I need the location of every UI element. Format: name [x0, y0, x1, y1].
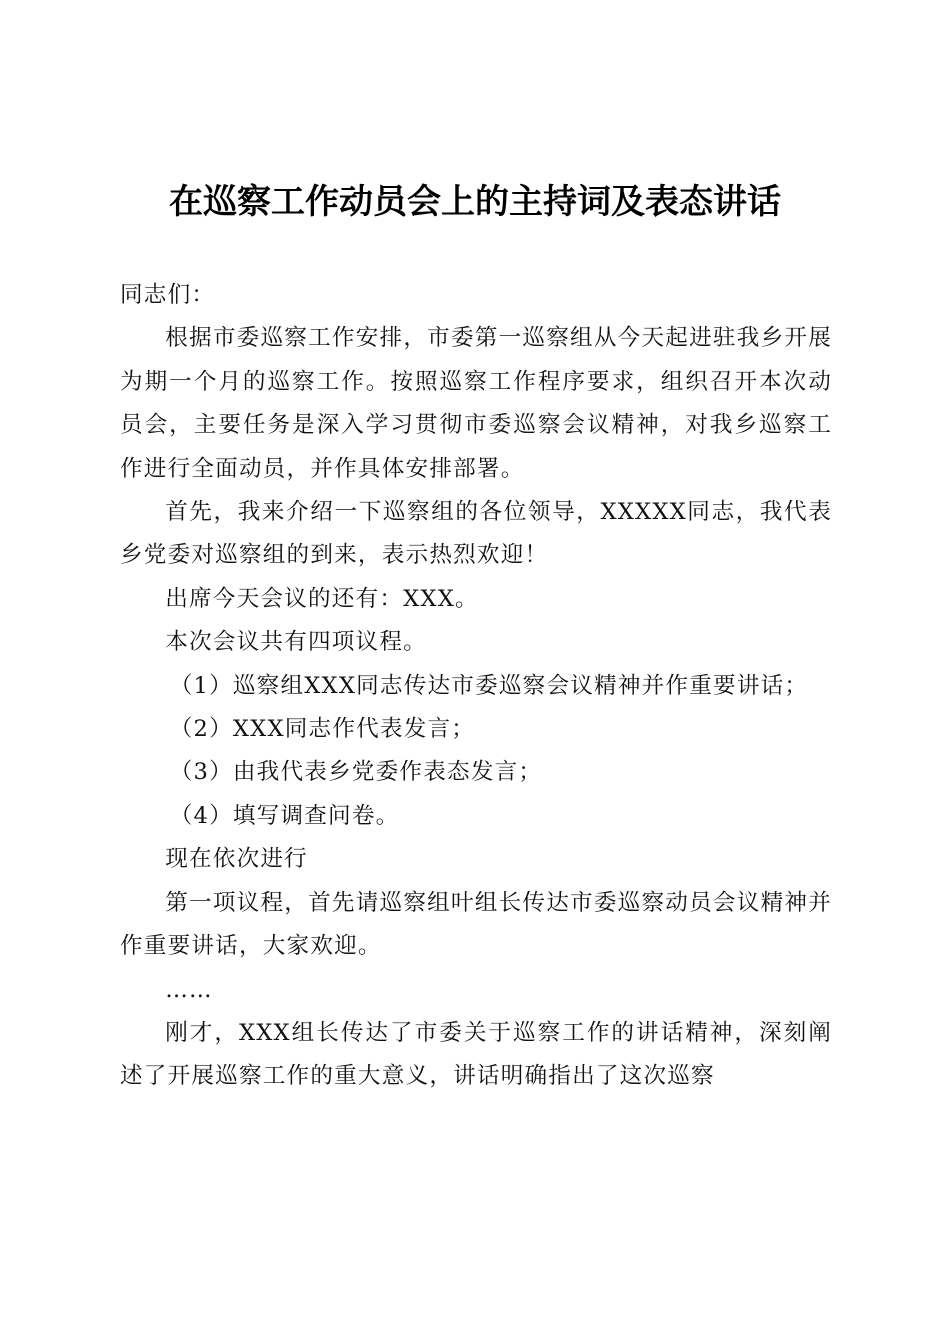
paragraph-welcome: 首先，我来介绍一下巡察组的各位领导，XXXXX同志，我代表乡党委对巡察组的到来，表示热烈欢迎！	[120, 499, 832, 569]
salutation: 同志们：	[120, 282, 216, 308]
agenda-item-1: （1）巡察组XXX同志传达市委巡察会议精神并作重要讲话；	[169, 672, 809, 699]
agenda-item-4: （4）填写调查问卷。	[169, 802, 400, 829]
paragraph-summary: 刚才，XXX组长传达了市委关于巡察工作的讲话精神，深刻阐述了开展巡察工作的重大意义，讲话明确指出了这次巡察	[120, 1019, 832, 1090]
paragraph-first-item: 第一项议程，首先请巡察组叶组长传达市委巡察动员会议精神并作重要讲话，大家欢迎。	[120, 889, 832, 960]
document-body	[120, 274, 832, 1099]
paragraph-attendees: 出席今天会议的还有：XXX。	[165, 585, 479, 612]
agenda-item-2: （2）XXX同志作代表发言；	[169, 716, 476, 743]
agenda-item-3: （3）由我代表乡党委作表态发言；	[169, 759, 543, 786]
paragraph-intro: 根据市委巡察工作安排，市委第一巡察组从今天起进驻我乡开展为期一个月的巡察工作。按照巡察工作程序要求，组织召开本次动员会，主要任务是深入学习贯彻市委巡察会议精神，对我乡巡察工作进行全面动员，并作具体安排部署。	[120, 325, 832, 482]
paragraph-agenda-intro: 本次会议共有四项议程。	[165, 629, 427, 656]
paragraph-ellipsis: ……	[165, 976, 213, 1003]
paragraph-proceed: 现在依次进行	[165, 846, 308, 873]
document-title: 在巡察工作动员会上的主持词及表态讲话	[169, 182, 781, 222]
